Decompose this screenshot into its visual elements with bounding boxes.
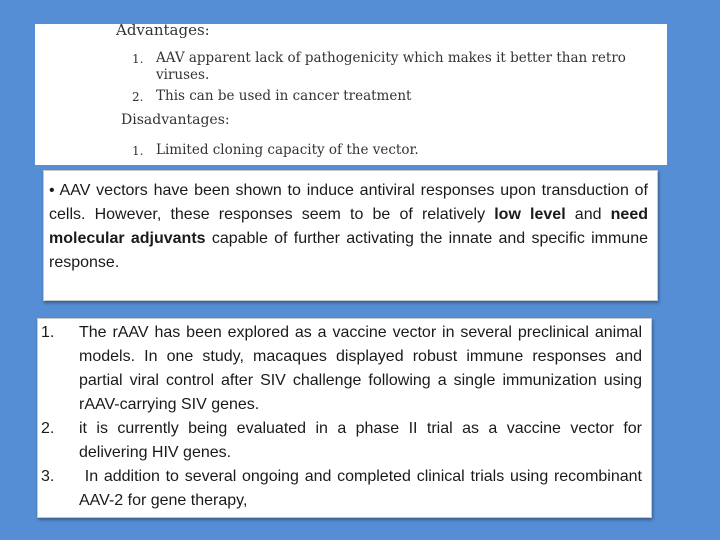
- disadvantage-item-1: [35, 142, 667, 159]
- list-item-number: 1.: [41, 324, 55, 341]
- advantage-item-1: [35, 50, 667, 84]
- list-item: [41, 465, 646, 513]
- list-item-text: it is currently being evaluated in a phase II trial as a vaccine vector for delivering HIV genes.: [79, 420, 642, 461]
- list-item: [41, 417, 642, 465]
- advantage-text-2: This can be used in cancer treatment: [156, 88, 412, 104]
- advantage-item-2: [35, 88, 667, 105]
- advantage-number-1: 1.: [132, 52, 144, 66]
- list-item-number: 2.: [41, 420, 55, 437]
- disadvantage-text-1: Limited cloning capacity of the vector.: [156, 142, 419, 158]
- immune-response-box: [43, 170, 658, 301]
- advantages-image-panel: [35, 24, 667, 165]
- vaccine-vector-box: [37, 318, 652, 518]
- list-item-number: 3.: [41, 468, 55, 485]
- advantages-heading: Advantages:: [116, 24, 210, 39]
- disadvantage-number-1: 1.: [132, 144, 144, 158]
- list-item-text: The rAAV has been explored as a vaccine vector in several preclinical animal models. In one study, macaques displayed robust immune responses and partial viral control after SIV challenge following a single immunization using rAAV-carrying SIV genes.: [79, 324, 642, 413]
- advantage-number-2: 2.: [132, 90, 144, 104]
- immune-text-and: and: [565, 206, 611, 223]
- disadvantages-heading: Disadvantages:: [121, 112, 230, 128]
- immune-text-intro: • AAV vectors have been shown to induce antiviral responses upon transduction of cells. However, these responses seem to be of relatively: [49, 182, 648, 223]
- vaccine-vector-list: [38, 319, 651, 513]
- list-item-text: In addition to several ongoing and completed clinical trials using recombinant AAV-2 for gene therapy,: [79, 468, 646, 509]
- list-item: [41, 321, 642, 417]
- immune-text-bold-adjuvants: need molecular adjuvants: [49, 206, 648, 247]
- advantage-text-1: AAV apparent lack of pathogenicity which makes it better than retro viruses.: [156, 50, 626, 83]
- immune-text-bold-low-level: low level: [494, 206, 566, 223]
- immune-text-outro: capable of further activating the innate and specific immune response.: [49, 230, 648, 271]
